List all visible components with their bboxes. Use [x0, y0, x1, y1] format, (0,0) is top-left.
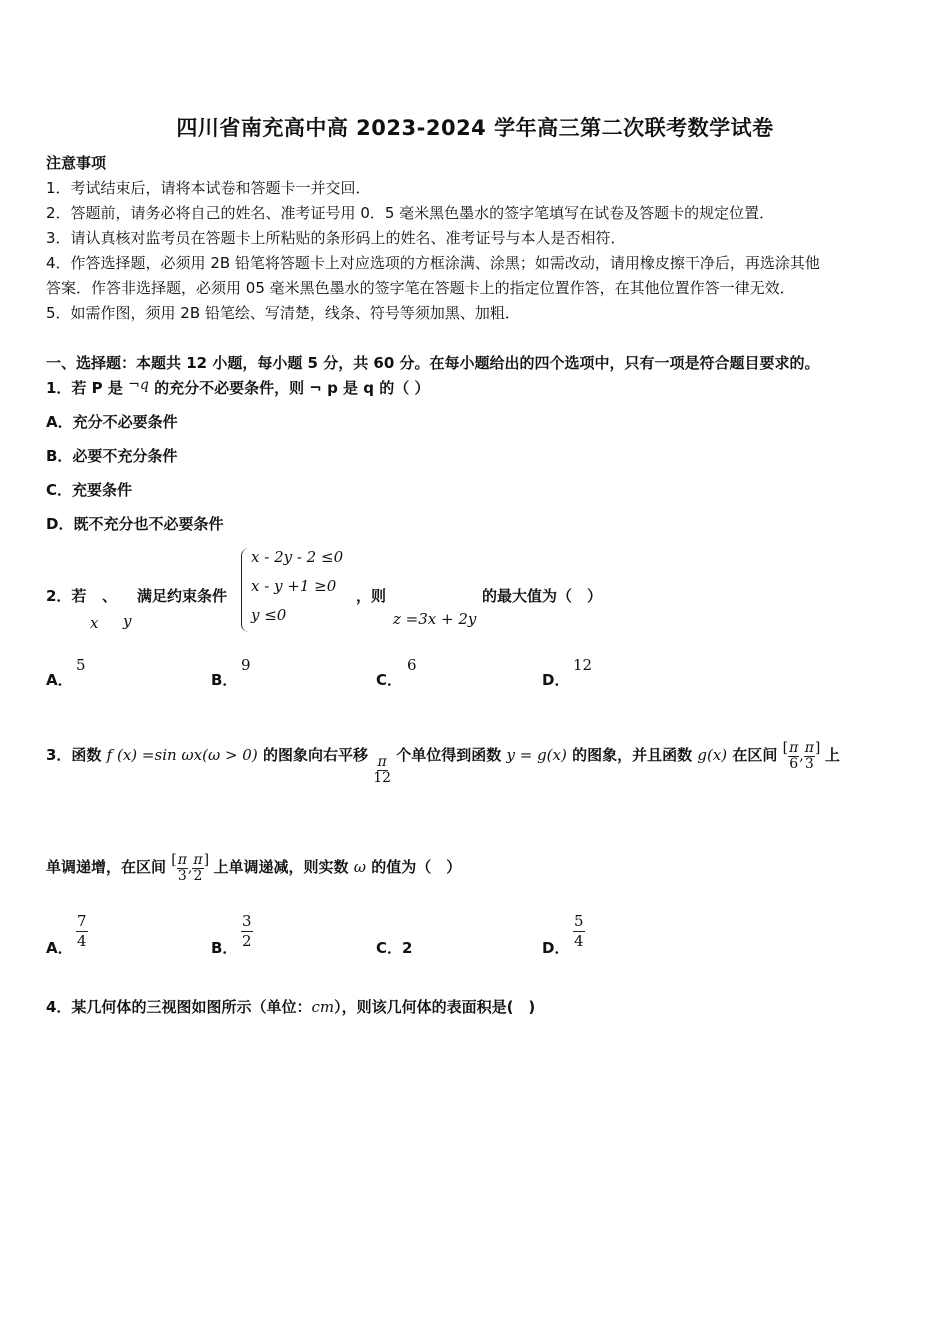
q2-option-d-value: 12: [573, 656, 593, 674]
q2-option-c-label: C．: [376, 671, 403, 689]
q1-option-a: A．充分不必要条件: [46, 413, 178, 431]
q2-stem-c: ，则: [356, 587, 387, 605]
q3-shift-fraction: [373, 755, 391, 786]
q1-stem-b: 的充分不必要条件，则 ¬ p 是 q 的（ ）: [154, 379, 430, 397]
fraction: [192, 853, 203, 884]
question-4-stem: [46, 996, 535, 1017]
notice-item: 1．考试结束后，请将本试卷和答题卡一并交回．: [46, 179, 371, 197]
fraction-denominator: 3: [177, 867, 187, 884]
fraction-denominator: 2: [242, 932, 252, 950]
notice-item: 4．作答选择题，必须用 2B 铅笔将答题卡上对应选项的方框涂满、涂黑；如需改动，请用橡皮擦干净后，再选涂其他: [46, 254, 820, 272]
constraint-1: x - 2y - 2 ≤0: [251, 548, 344, 566]
q3-option-b-label: B．: [211, 939, 238, 957]
q2-option-a-label: A．: [46, 671, 73, 689]
q2-var-y: y: [123, 612, 132, 630]
notice-item: 5．如需作图，须用 2B 铅笔绘、写清楚，线条、符号等须加黑、加粗．: [46, 304, 520, 322]
q3-option-c: [376, 937, 412, 958]
notice-item: 3．请认真核对监考员在答题卡上所粘贴的条形码上的姓名、准考证号与本人是否相符．: [46, 229, 626, 247]
bracket-left: [: [171, 852, 177, 868]
q3-option-a-label: A．: [46, 939, 73, 957]
q3-d: 的图象，并且函数: [572, 746, 693, 764]
q2-option-a-value: 5: [76, 656, 86, 674]
fraction-denominator: 2: [193, 867, 203, 884]
fraction-denominator: 3: [804, 755, 814, 772]
q3-option-c-label: C．: [376, 939, 403, 957]
q3-a: 3．函数: [46, 746, 102, 764]
constraint-3: y ≤0: [251, 606, 287, 624]
q3-gfunc: y = g(x): [506, 746, 567, 764]
q3-option-a-fraction: [76, 912, 88, 951]
q3-option-c-value: 2: [402, 939, 413, 957]
constraint-system: [241, 548, 351, 632]
bracket-right: ]: [203, 852, 210, 868]
q1-option-d: D．既不充分也不必要条件: [46, 515, 224, 533]
q3-line2-c: 的值为（ ）: [371, 858, 462, 876]
q3-interval-1: [782, 739, 825, 772]
q3-f: 上: [824, 746, 840, 764]
fraction-denominator: 12: [373, 770, 392, 786]
q2-stem-a: 2．若: [46, 587, 87, 605]
fraction: [177, 853, 188, 884]
fraction-numerator: π: [789, 739, 799, 756]
question-3-line-1: [46, 740, 840, 786]
q3-option-d-fraction: [573, 912, 585, 951]
fraction: [788, 741, 799, 772]
fraction-denominator: 4: [77, 932, 87, 950]
q2-var-x: x: [90, 614, 99, 632]
fraction-denominator: 4: [574, 932, 584, 950]
q3-e: 在区间: [732, 746, 778, 764]
q2-objective: z =3x + 2y: [393, 610, 477, 628]
q3-c: 个单位得到函数: [396, 746, 502, 764]
q3-interval-2: [171, 851, 213, 884]
q2-option-b-label: B．: [211, 671, 238, 689]
q4-unit: cm: [311, 998, 335, 1016]
question-3-line-2: [46, 852, 461, 884]
q2-stem-b: 满足约束条件: [137, 587, 228, 605]
fraction-numerator: π: [377, 754, 387, 770]
q3-g: g(x): [697, 746, 728, 764]
q4-b: ），则该几何体的表面积是( ): [334, 998, 536, 1016]
fraction-numerator: 5: [574, 912, 584, 930]
comma: ,: [799, 748, 804, 764]
question-1-stem: [46, 377, 429, 398]
fraction-numerator: 3: [242, 912, 252, 930]
q3-func: f (x) =sin ωx(ω > 0): [106, 746, 258, 764]
q1-stem-a: 1．若 P 是: [46, 379, 123, 397]
q1-option-b: B．必要不充分条件: [46, 447, 178, 465]
fraction-numerator: 7: [77, 912, 87, 930]
q2-sep: 、: [102, 587, 118, 605]
q2-option-b-value: 9: [241, 656, 251, 674]
q2-option-c-value: 6: [407, 656, 417, 674]
q3-b: 的图象向右平移: [262, 746, 368, 764]
notice-item: 答案．作答非选择题，必须用 05 毫米黑色墨水的签字笔在答题卡上的指定位置作答，在其他位置作答一律无效．: [46, 279, 795, 297]
fraction: [804, 741, 815, 772]
q1-option-c: C．充要条件: [46, 481, 133, 499]
q2-stem-d: 的最大值为（ ）: [482, 587, 603, 605]
bracket-left: [: [782, 740, 789, 756]
constraint-2: x - y +1 ≥0: [251, 577, 337, 595]
q3-option-d-label: D．: [542, 939, 570, 957]
q4-a: 4．某几何体的三视图如图所示（单位：: [46, 998, 312, 1016]
q3-option-b-fraction: [241, 912, 253, 951]
fraction-numerator: π: [193, 851, 203, 868]
brace: [241, 548, 250, 632]
fraction-numerator: π: [177, 851, 187, 868]
bracket-right: ]: [814, 740, 821, 756]
q3-line2-b: 上单调递减，则实数: [213, 858, 349, 876]
q3-omega: ω: [353, 858, 366, 876]
comma: ,: [187, 860, 193, 876]
section-heading: 一、选择题：本题共 12 小题，每小题 5 分，共 60 分。在每小题给出的四个选项中，只有一项是符合题目要求的。: [46, 354, 820, 372]
page-title: 四川省南充高中高 2023-2024 学年高三第二次联考数学试卷: [176, 116, 774, 140]
q1-neg-q: ¬q: [128, 377, 149, 393]
q3-line2-a: 单调递增，在区间: [46, 858, 167, 876]
notice-heading: 注意事项: [46, 154, 107, 172]
notice-item: 2．答题前，请务必将自己的姓名、准考证号用 0．5 毫米黑色墨水的签字笔填写在试卷及答题卡的规定位置．: [46, 204, 775, 222]
fraction-denominator: 6: [789, 755, 799, 772]
q2-option-d-label: D．: [542, 671, 570, 689]
fraction-numerator: π: [804, 739, 814, 756]
